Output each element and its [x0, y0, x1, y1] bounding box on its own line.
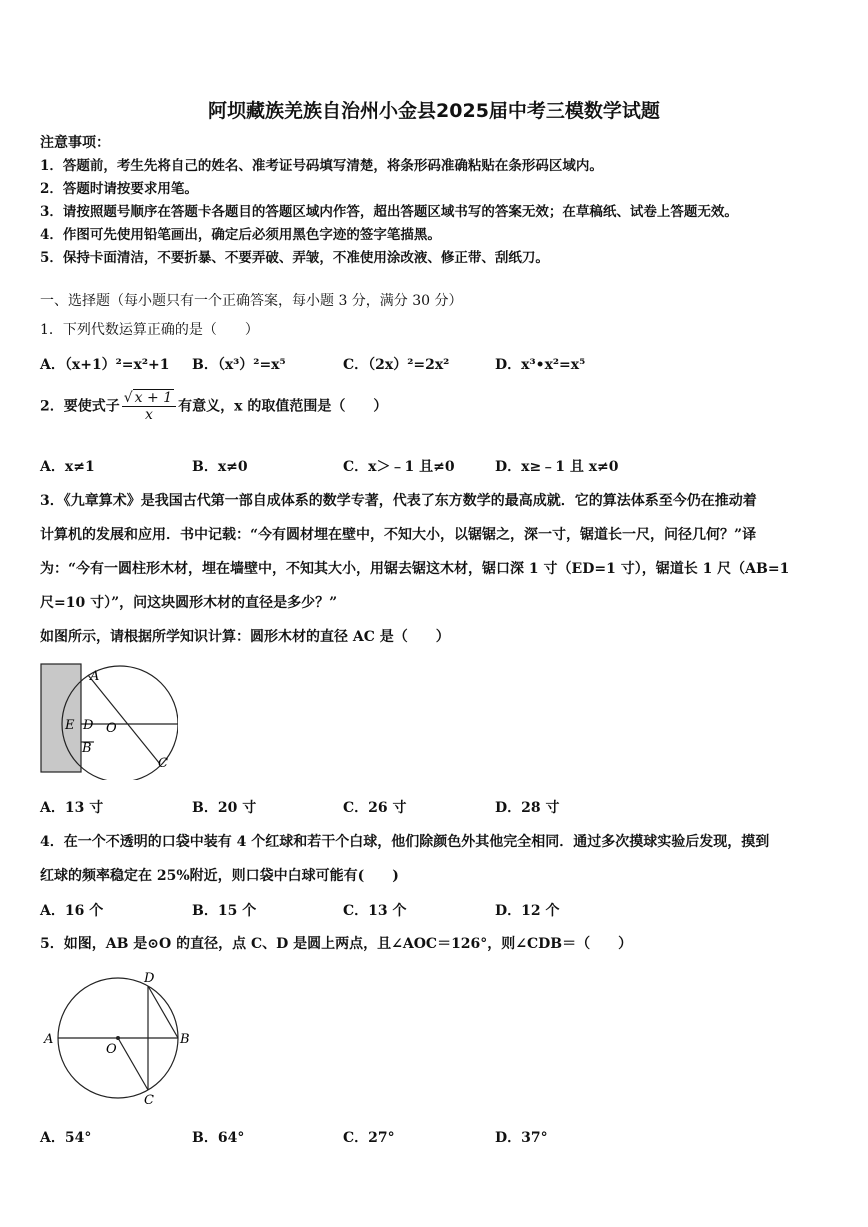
question-1-option-c: C．（2x）²=2x²: [343, 357, 450, 373]
question-5-option-d: D．37°: [495, 1130, 548, 1146]
question-2-option-b: B．x≠0: [192, 459, 248, 475]
question-5-stem: 5．如图，AB 是⊙O 的直径，点 C、D 是圆上两点，且∠AOC＝126°，则∠CDB＝（ ）: [40, 936, 633, 952]
notice-item: 2．答题时请按要求用笔。: [40, 181, 198, 197]
fraction-numerator: x + 1: [134, 390, 173, 406]
question-3-figure: [38, 660, 178, 780]
figure-label: C: [158, 756, 168, 771]
question-2-option-d: D．x≥﹣1 且 x≠0: [495, 459, 619, 475]
figure-label: A: [44, 1032, 54, 1047]
question-3-line: 如图所示，请根据所学知识计算：圆形木材的直径 AC 是（ ）: [40, 629, 450, 645]
fraction: $\frac{√ x + 1}{x}$: [122, 390, 176, 423]
figure-label: O: [106, 721, 117, 736]
figure-label: A: [90, 669, 100, 684]
question-5-option-c: C．27°: [343, 1130, 395, 1146]
question-2-option-a: A．x≠1: [40, 459, 95, 475]
question-3-line: 3．《九章算术》是我国古代第一部自成体系的数学专著，代表了东方数学的最高成就．它的算法体系至今仍在推动着: [40, 493, 757, 509]
question-2-option-c: C．x＞﹣1 且≠0: [343, 459, 455, 475]
question-1-stem: 1．下列代数运算正确的是（ ）: [40, 322, 259, 338]
question-3-option-d: D．28 寸: [495, 800, 560, 816]
question-5-option-b: B．64°: [192, 1130, 245, 1146]
figure-label: C: [144, 1093, 154, 1108]
question-2-stem-after: 有意义，x 的取值范围是（ ）: [178, 398, 388, 415]
notice-item: 1．答题前，考生先将自己的姓名、准考证号码填写清楚，将条形码准确粘贴在条形码区域内。: [40, 158, 603, 174]
question-1-option-b: B．（x³）²=x⁵: [192, 357, 286, 373]
page-title: 阿坝藏族羌族自治州小金县2025届中考三模数学试题: [208, 100, 660, 122]
notice-item: 3．请按照题号顺序在答题卡各题目的答题区域内作答，超出答题区域书写的答案无效；在草稿纸、试卷上答题无效。: [40, 204, 738, 220]
figure-label: E: [65, 718, 75, 733]
notice-item: 4．作图可先使用铅笔画出，确定后必须用黑色字迹的签字笔描黑。: [40, 227, 441, 243]
figure-label: D: [83, 718, 94, 733]
question-1-option-a: A．（x+1）²=x²+1: [40, 357, 170, 373]
question-5-option-a: A．54°: [40, 1130, 92, 1146]
question-3-line: 计算机的发展和应用．书中记载：“今有圆材埋在壁中，不知大小，以锯锯之，深一寸，锯道长一尺，问径几何？”译: [40, 527, 757, 543]
question-2-stem: [40, 390, 387, 423]
question-2-stem-before: 2．要使式子: [40, 398, 120, 415]
question-4-option-b: B．15 个: [192, 903, 257, 919]
question-3-line: 为：“今有一圆柱形木材，埋在墙壁中，不知其大小，用锯去锯这木材，锯口深 1 寸（ED=1 寸），锯道长 1 尺（AB=1: [40, 561, 790, 577]
notice-item: 5．保持卡面清洁，不要折暴、不要弄破、弄皱，不准使用涂改液、修正带、刮纸刀。: [40, 250, 549, 266]
question-5-figure: [40, 968, 200, 1108]
question-3-option-b: B．20 寸: [192, 800, 257, 816]
question-3-option-c: C．26 寸: [343, 800, 407, 816]
question-4-line: 4．在一个不透明的口袋中装有 4 个红球和若干个白球，他们除颜色外其他完全相同．通过多次摸球实验后发现，摸到: [40, 834, 770, 850]
question-4-option-d: D．12 个: [495, 903, 560, 919]
section-heading: 一、选择题（每小题只有一个正确答案，每小题 3 分，满分 30 分）: [40, 293, 463, 309]
question-4-line: 红球的频率稳定在 25%附近，则口袋中白球可能有( ): [40, 868, 399, 884]
notice-heading: 注意事项：: [40, 135, 110, 151]
question-3-option-a: A．13 寸: [40, 800, 104, 816]
question-1-option-d: D．x³•x²=x⁵: [495, 357, 586, 373]
figure-label: B: [82, 741, 92, 756]
fraction-denominator: x: [144, 407, 153, 423]
figure-label: B: [180, 1032, 190, 1047]
question-4-option-a: A．16 个: [40, 903, 104, 919]
figure-label: O: [106, 1042, 117, 1057]
question-3-line: 尺=10 寸）”，问这块圆形木材的直径是多少？”: [40, 595, 338, 611]
figure-label: D: [144, 971, 155, 986]
question-4-option-c: C．13 个: [343, 903, 407, 919]
